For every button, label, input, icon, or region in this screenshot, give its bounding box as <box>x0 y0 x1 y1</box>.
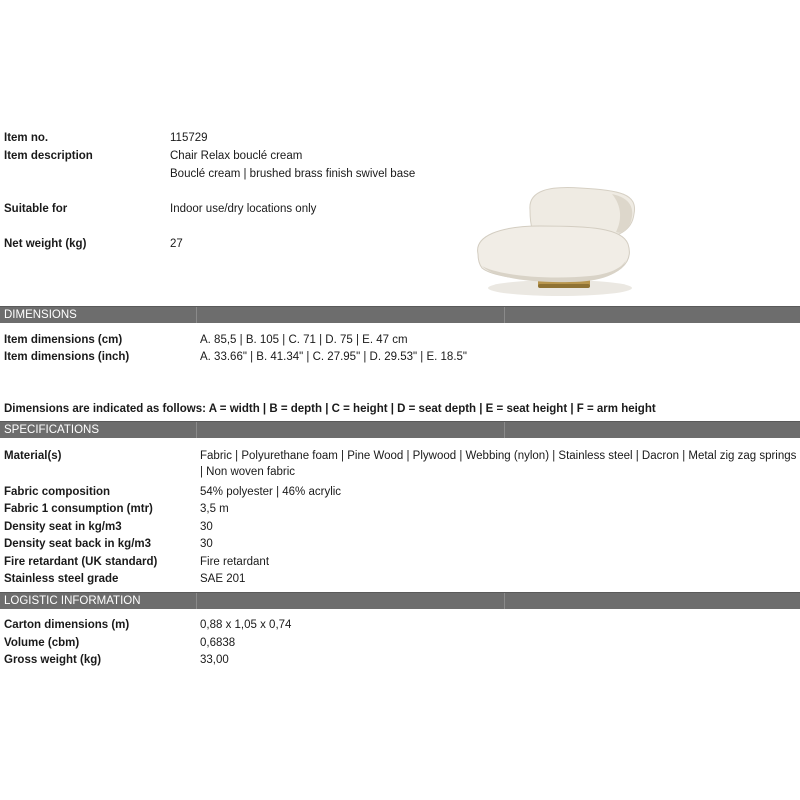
carton-value: 0,88 x 1,05 x 0,74 <box>200 619 292 631</box>
materials-label: Material(s) <box>4 450 62 462</box>
dimensions-legend-note: Dimensions are indicated as follows: A = width | B = depth | C = height | D = seat depth | E = seat height | F = arm height <box>4 403 656 415</box>
carton-label: Carton dimensions (m) <box>4 619 130 631</box>
density-seat-value: 30 <box>200 521 213 533</box>
net-weight-label: Net weight (kg) <box>4 238 87 250</box>
fire-retardant-label: Fire retardant (UK standard) <box>4 556 158 568</box>
dimensions-inch-value: A. 33.66" | B. 41.34" | C. 27.95" | D. 29.53" | E. 18.5" <box>200 351 467 363</box>
fire-retardant-value: Fire retardant <box>200 556 270 568</box>
density-back-label: Density seat back in kg/m3 <box>4 538 152 550</box>
section-title-logistics: LOGISTIC INFORMATION <box>4 595 141 607</box>
density-seat-label: Density seat in kg/m3 <box>4 521 122 533</box>
section-bar-dimensions <box>0 306 800 323</box>
suitable-value: Indoor use/dry locations only <box>170 203 317 215</box>
gross-weight-label: Gross weight (kg) <box>4 654 102 666</box>
item-no-value: 115729 <box>170 132 208 144</box>
item-description-line1: Chair Relax bouclé cream <box>170 150 303 162</box>
dimensions-cm-label: Item dimensions (cm) <box>4 334 123 346</box>
volume-value: 0,6838 <box>200 637 236 649</box>
gross-weight-value: 33,00 <box>200 654 229 666</box>
fabric-consumption-value: 3,5 m <box>200 503 229 515</box>
section-title-specifications: SPECIFICATIONS <box>4 424 99 436</box>
volume-label: Volume (cbm) <box>4 637 80 649</box>
dimensions-cm-value: A. 85,5 | B. 105 | C. 71 | D. 75 | E. 47 cm <box>200 334 408 346</box>
fabric-composition-label: Fabric composition <box>4 486 111 498</box>
fabric-composition-value: 54% polyester | 46% acrylic <box>200 486 342 498</box>
fabric-consumption-label: Fabric 1 consumption (mtr) <box>4 503 153 515</box>
steel-grade-label: Stainless steel grade <box>4 573 119 585</box>
materials-value: Fabric | Polyurethane foam | Pine Wood | Plywood | Webbing (nylon) | Stainless steel | Dacron | Metal zig zag springs | Non woven fabric <box>200 450 797 478</box>
section-bar-specifications <box>0 421 800 438</box>
item-description-line2: Bouclé cream | brushed brass finish swivel base <box>170 168 416 180</box>
suitable-label: Suitable for <box>4 203 68 215</box>
steel-grade-value: SAE 201 <box>200 573 246 585</box>
density-back-value: 30 <box>200 538 213 550</box>
item-no-label: Item no. <box>4 132 49 144</box>
section-bar-logistics <box>0 592 800 609</box>
section-title-dimensions: DIMENSIONS <box>4 309 77 321</box>
net-weight-value: 27 <box>170 238 183 250</box>
dimensions-inch-label: Item dimensions (inch) <box>4 351 130 363</box>
product-image <box>470 180 640 300</box>
item-description-label: Item description <box>4 150 93 162</box>
